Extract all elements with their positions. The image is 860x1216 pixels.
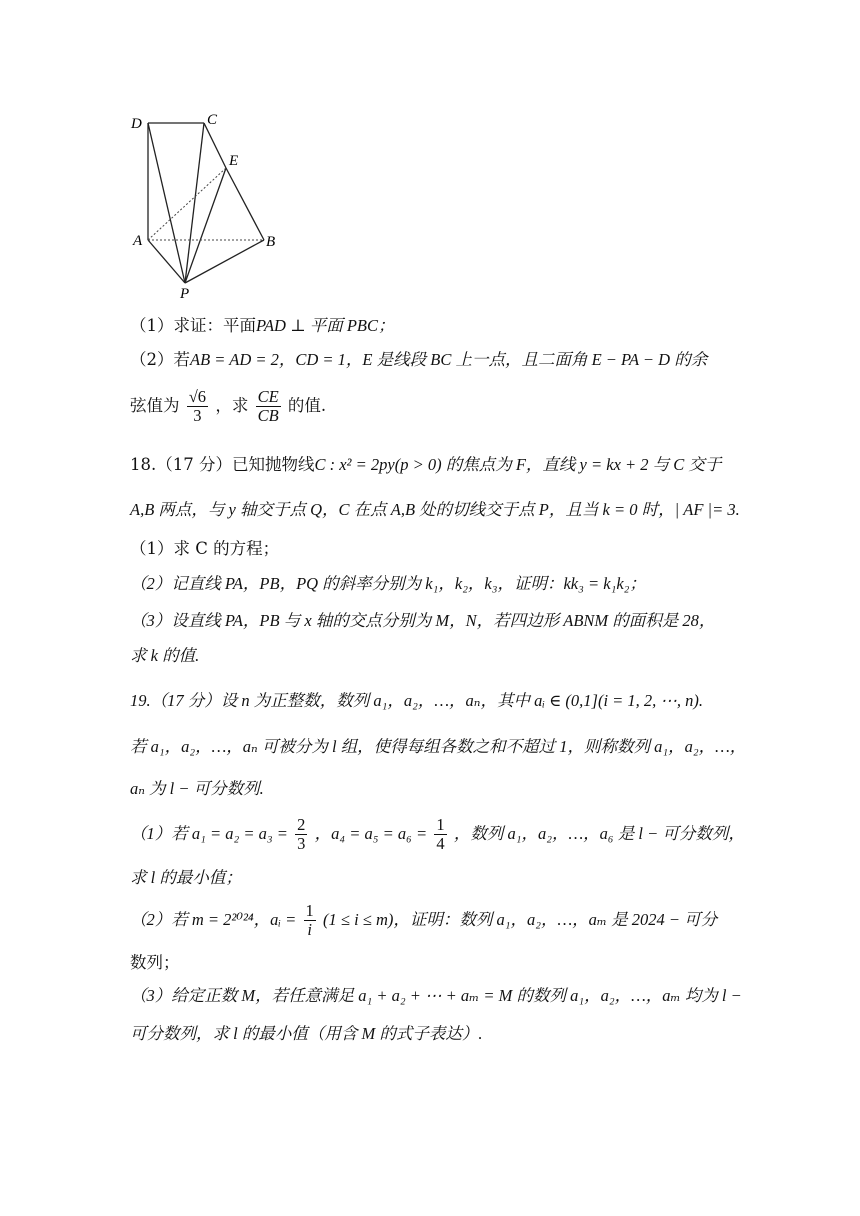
label-e: E — [229, 153, 239, 169]
q19-line3: aₙ 为 l − 可分数列. — [130, 779, 264, 798]
label-b: B — [266, 234, 276, 250]
q18-sub1: （1）求 C 的方程； — [130, 539, 280, 558]
label-d: D — [131, 116, 142, 132]
q19-sub3-line1: （3）给定正数 M，若任意满足 a₁ + a₂ + ⋯ + aₘ = M 的数列 a₁，a₂，…，aₘ 均为 l − — [130, 986, 742, 1005]
q19-sub2-line1: （2）若 m = 2²⁰²⁴，aᵢ = $\frac{1}{i}$ (1 ≤ i ≤ m)，证明：数列 a₁，a₂，…，aₘ 是 2024 − 可分 — [130, 901, 718, 940]
q19-sub3-line2: 可分数列，求 l 的最小值（用含 M 的式子表达）. — [130, 1024, 483, 1043]
fraction-1-over-i: $\frac{1}{i}$ — [305, 901, 314, 940]
fraction-2-over-3: $\frac{2}{3}$ — [297, 815, 306, 854]
q18-line1: 18.（17 分）已知抛物线C : x² = 2py(p > 0) 的焦点为 F，直线 y = kx + 2 与 C 交于 — [130, 455, 722, 474]
q17-part2-line1: （2）若AB = AD = 2，CD = 1，E 是线段 BC 上一点，且二面角 E − PA − D 的余 — [130, 350, 708, 369]
q19-line1: 19.（17 分）设 n 为正整数，数列 a₁，a₂，…，aₙ，其中 aᵢ ∈ (0,1](i = 1, 2, ⋯, n). — [130, 691, 704, 710]
q19-sub1-line1: （1）若 a₁ = a₂ = a₃ = $\frac{2}{3}$ ，a₄ = a₅ = a₆ = $\frac{1}{4}$ ，数列 a₁，a₂，…，a₆ 是 l − 可分数列， — [130, 815, 745, 854]
geometry-figure — [0, 0, 860, 300]
label-c: C — [207, 112, 218, 128]
q19-sub2-line2: 数列； — [130, 953, 180, 972]
q17-part2-line2: 弦值为 $\frac{√6}{3}$ ，求 $\frac{CE}{CB}$ 的值. — [130, 387, 327, 426]
fraction-sqrt6-over-3: $\frac{√6}{3}$ — [188, 387, 207, 426]
label-a: A — [133, 233, 143, 249]
fraction-ce-over-cb: $\frac{CE}{CB}$ — [257, 387, 279, 426]
label-p: P — [180, 286, 190, 300]
q18-sub2: （2）记直线 PA，PB，PQ 的斜率分别为 k₁，k₂，k₃，证明：kk₃ = k₁k₂； — [130, 574, 646, 593]
q18-sub3-line2: 求 k 的值. — [130, 646, 200, 665]
q18-sub3-line1: （3）设直线 PA，PB 与 x 轴的交点分别为 M，N，若四边形 ABNM 的面积是 28， — [130, 611, 716, 630]
q19-sub1-line2: 求 l 的最小值； — [130, 868, 242, 887]
q17-part1: （1）求证：平面PAD ⊥ 平面 PBC； — [130, 316, 395, 335]
q19-line2: 若 a₁，a₂，…，aₙ 可被分为 l 组，使得每组各数之和不超过 1，则称数列 a₁，a₂，…， — [130, 737, 747, 756]
fraction-1-over-4: $\frac{1}{4}$ — [436, 815, 445, 854]
q18-line2: A,B 两点，与 y 轴交于点 Q，C 在点 A,B 处的切线交于点 P，且当 k = 0 时，| AF |= 3. — [130, 500, 740, 519]
